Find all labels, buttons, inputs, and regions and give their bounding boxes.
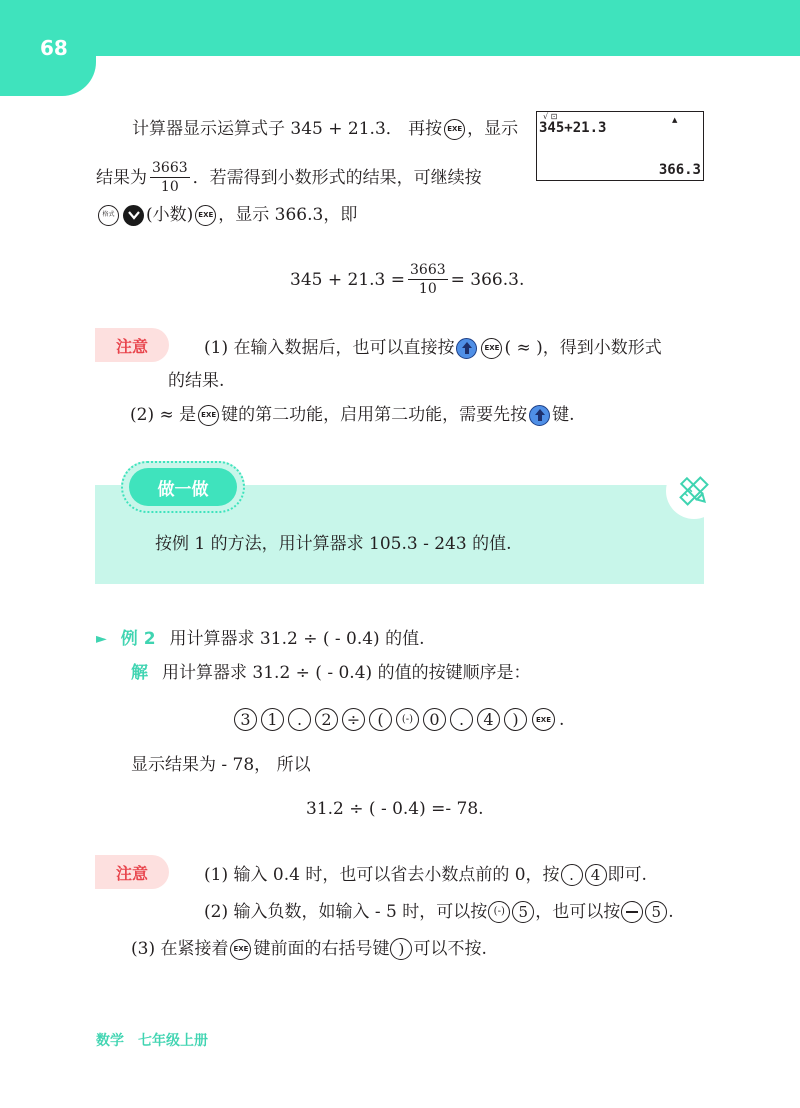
shift-key-icon [456,338,477,359]
example-label: 例 2 [120,629,156,649]
intro-text: ，显示 [467,119,519,139]
key-4-icon: 4 [477,708,500,731]
key-rparen-icon: ) [390,938,412,960]
pencil-ruler-badge [666,463,722,519]
key-sequence-end: . [559,709,565,730]
fraction-denominator: 10 [160,179,179,195]
key-negative-icon: (-) [488,901,510,923]
fraction [150,160,190,195]
result-text: 显示结果为 - 78， 所以 [131,755,311,775]
final-equation: 31.2 ÷ ( - 0.4) =- 78. [306,799,484,819]
key-exe-icon: EXE [532,708,555,731]
note-text: 即可. [607,865,647,885]
key-negative-icon: (-) [396,708,419,731]
equation-left: 345 + 21.3 = [290,269,405,290]
calculator-expression: 345+21.3 [539,120,607,136]
note-text: ( ≈ )，得到小数形式 [504,338,662,358]
key-3-icon: 3 [234,708,257,731]
equation-1 [290,262,524,297]
pencil-ruler-icon [666,463,722,519]
solution-text: 用计算器求 31.2 ÷ ( - 0.4) 的值的按键顺序是： [162,663,531,683]
example2-question-line [96,627,425,651]
note-text: 键的第二功能，启用第二功能，需要先按 [221,405,528,425]
note1-item-1 [204,336,662,360]
triangle-icon: ▲ [672,116,678,124]
fraction-numerator: 3663 [410,262,446,278]
note-text: 键前面的右括号键 [253,939,390,959]
shift-key-icon [529,405,550,426]
down-arrow-key-icon [123,205,144,226]
note-tag: 注意 [95,328,169,362]
calculator-status-icons: √ ⊡ [543,112,558,121]
calculator-screen [536,111,704,181]
calculator-result: 366.3 [658,162,701,178]
format-key-icon: 格式 [98,205,119,226]
example-marker-icon: ► [96,631,107,647]
activity-text: 按例 1 的方法，用计算器求 105.3 - 243 的值. [155,534,512,554]
note1-item-1-line-2: 的结果. [168,371,225,391]
intro-text: ，显示 366.3，即 [218,205,358,225]
fraction-numerator: 3663 [152,160,188,176]
note-text: (2) ≈ 是 [130,405,197,425]
key-2-icon: 2 [315,708,338,731]
exe-key-icon: EXE [481,338,502,359]
key-5-icon: 5 [645,901,667,923]
intro-line-3 [96,203,357,227]
note-text: 可以不按. [413,939,487,959]
key-4-icon: 4 [585,864,607,886]
page-number: 68 [40,36,68,60]
key-dot-icon: . [561,864,583,886]
fraction-denominator: 10 [418,281,437,297]
equation-right: = 366.3. [450,269,525,290]
key-dot-icon: . [450,708,473,731]
footer-book-title: 数学 七年级上册 [96,1033,208,1049]
note-text: (1) 在输入数据后，也可以直接按 [204,338,455,358]
example2-solution-line [131,661,531,685]
exe-key-icon: EXE [444,119,465,140]
key-1-icon: 1 [261,708,284,731]
key-minus-icon [621,901,643,923]
note2-item-1 [204,863,647,887]
exe-key-icon: EXE [195,205,216,226]
key-5-icon: 5 [512,901,534,923]
note-text: . [668,902,674,922]
solution-label: 解 [131,663,148,683]
intro-text: ．若需得到小数形式的结果，可继续按 [192,167,482,188]
note-text: (1) 输入 0.4 时，也可以省去小数点前的 0，按 [204,865,560,885]
note-text: 键. [552,405,575,425]
key-rparen-icon: ) [504,708,527,731]
intro-line-2 [96,160,482,195]
key-sequence [233,708,564,731]
key-lparen-icon: ( [369,708,392,731]
note-text: (2) 输入负数，如输入 - 5 时，可以按 [204,902,488,922]
note-tag: 注意 [95,855,169,889]
note-text: (3) 在紧接着 [131,939,229,959]
intro-text: 计算器显示运算式子 345 + 21.3． 再按 [132,119,443,139]
exe-key-icon: EXE [198,405,219,426]
intro-text: 结果为 [96,167,147,188]
note2-item-2 [204,900,674,924]
example-question: 用计算器求 31.2 ÷ ( - 0.4) 的值. [169,629,425,649]
activity-title: 做一做 [129,468,237,506]
header-band [0,0,800,56]
intro-line-1 [132,117,518,141]
exe-key-icon: EXE [230,939,251,960]
key-divide-icon: ÷ [342,708,365,731]
note2-item-3 [131,937,487,961]
fraction [408,262,448,297]
intro-text: (小数) [146,205,194,225]
note-text: ，也可以按 [535,902,621,922]
note1-item-2 [130,403,575,427]
key-0-icon: 0 [423,708,446,731]
key-dot-icon: . [288,708,311,731]
